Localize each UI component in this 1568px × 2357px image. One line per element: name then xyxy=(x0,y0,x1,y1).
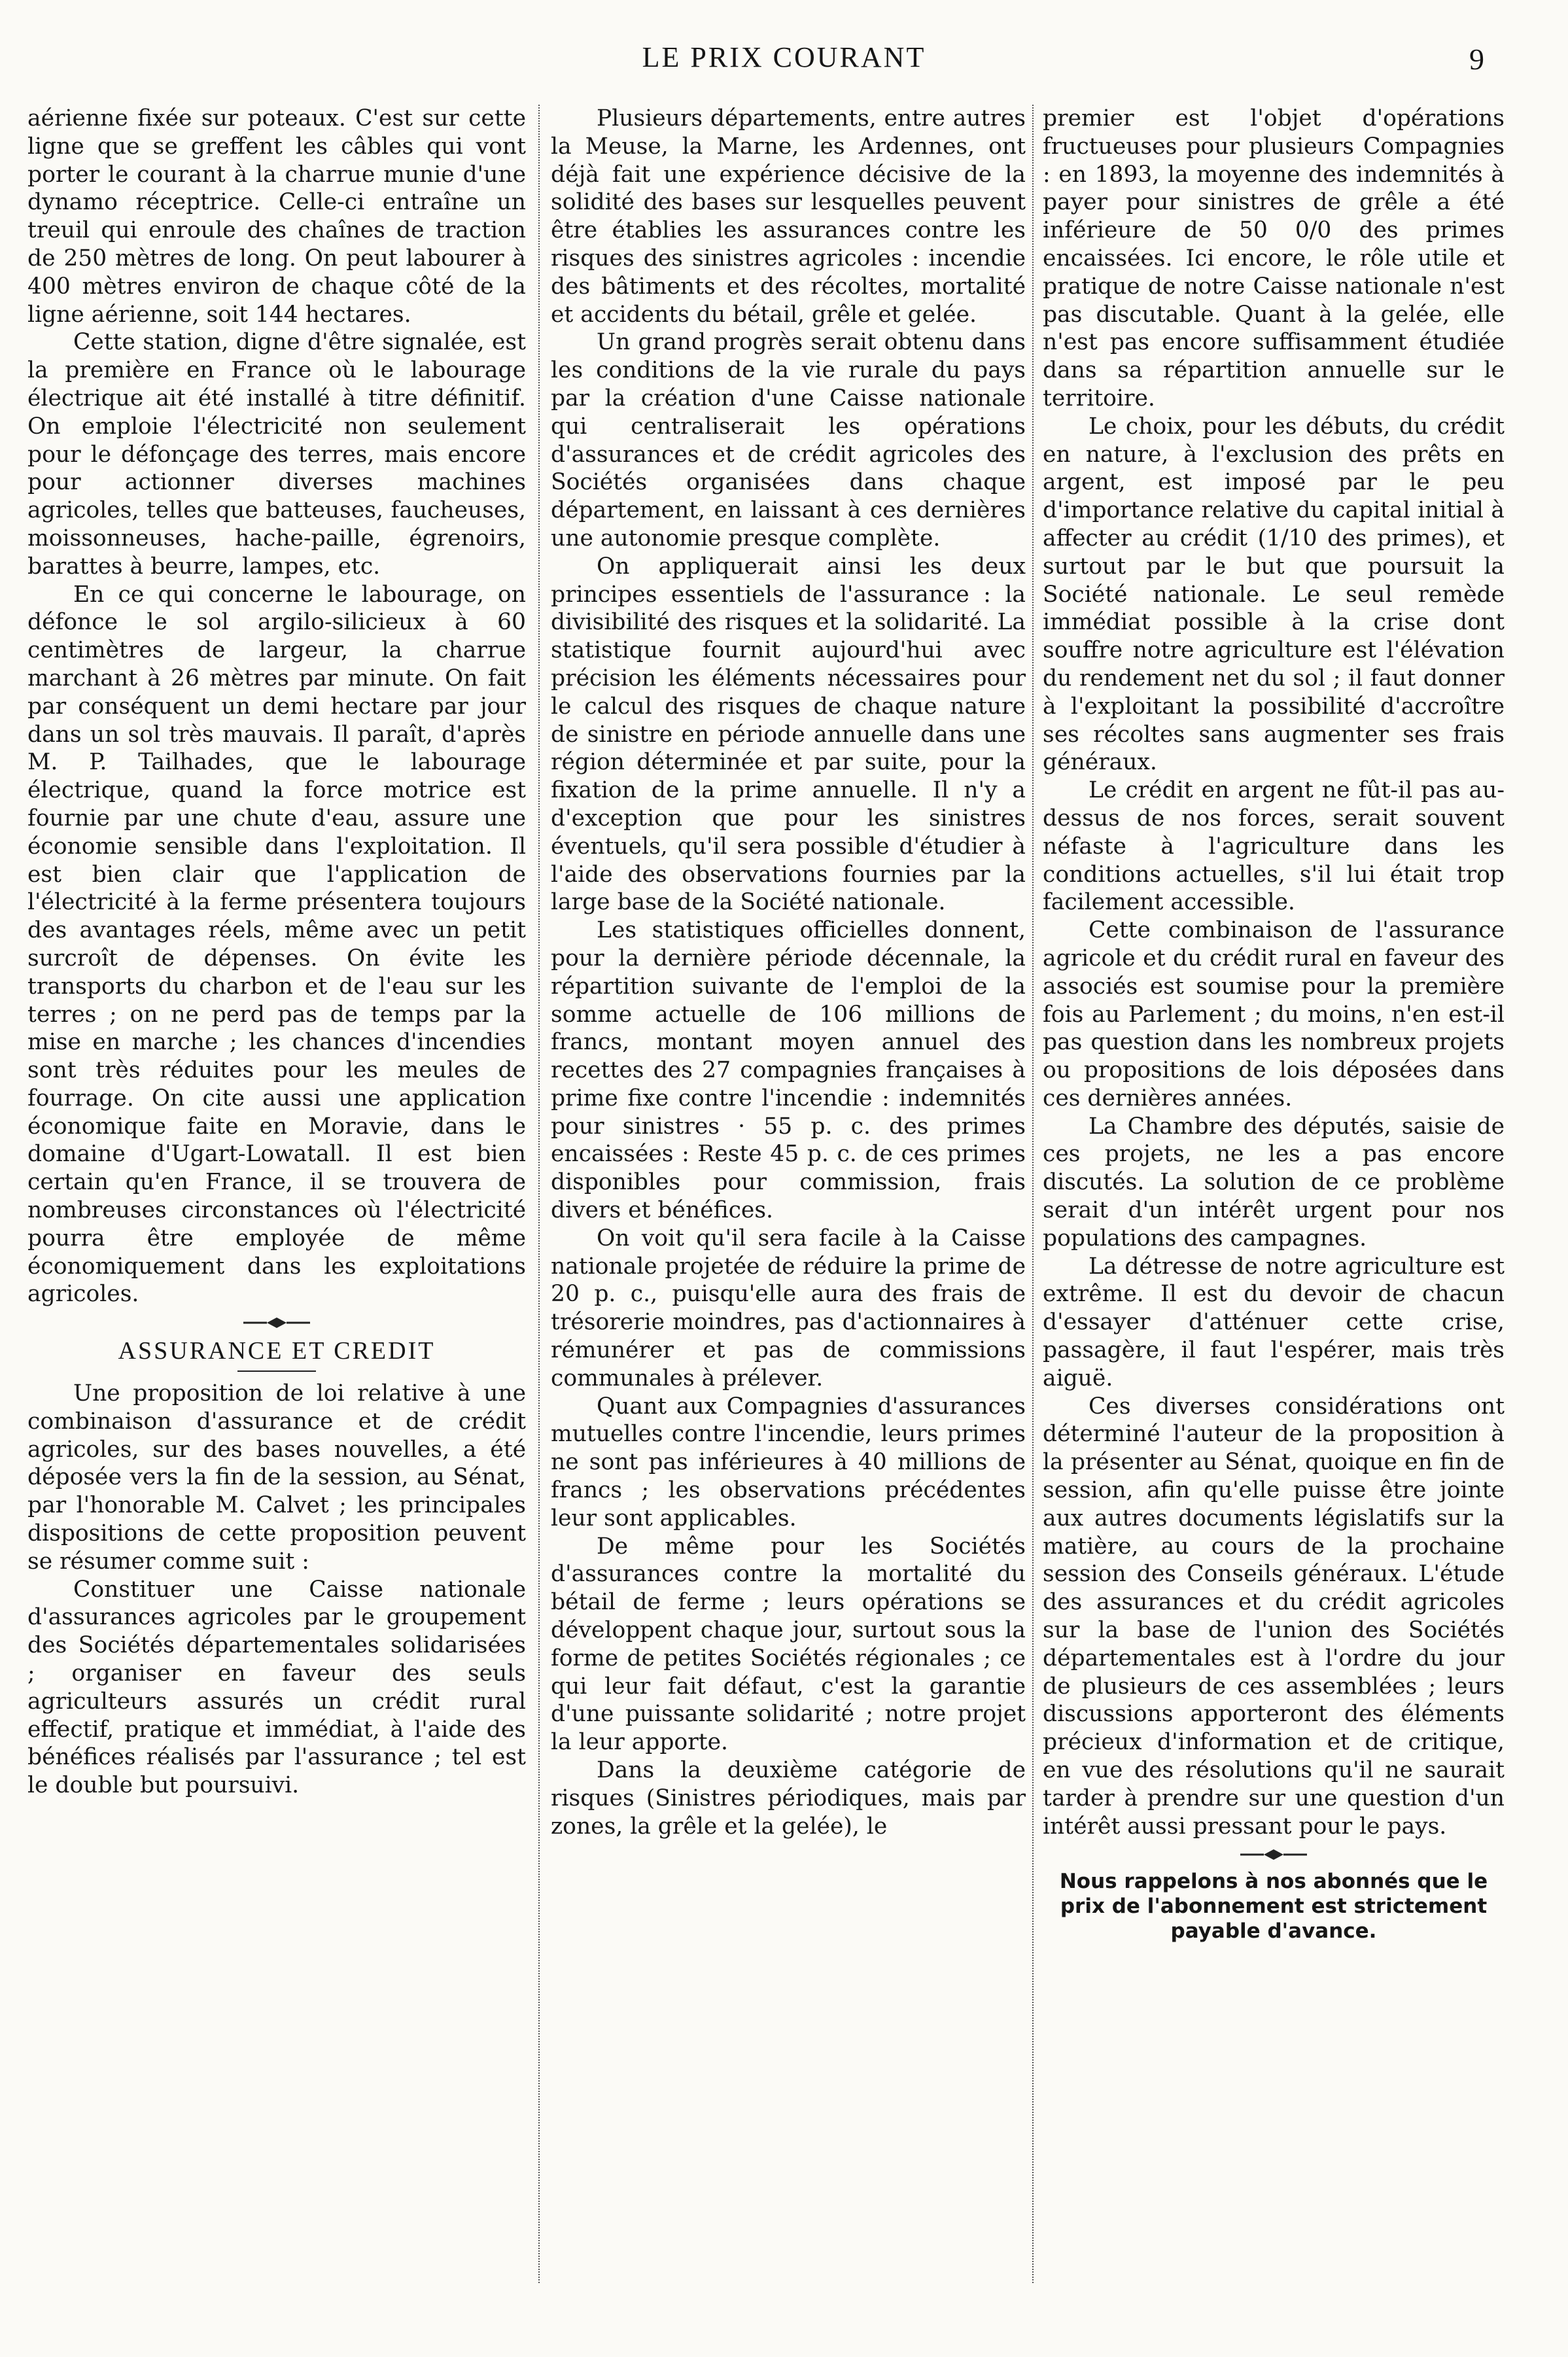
ornament-icon xyxy=(241,1312,313,1333)
paragraph: Dans la deuxième catégorie de risques (Sinistres périodiques, mais par zones, la grêle et la gelée), le xyxy=(551,1757,1026,1840)
paragraph: Cette combinaison de l'assurance agricole et du crédit rural en faveur des associés est soumise pour la première fois au Parlement ; du moins, n'en est-il pas question dans les nombreux projets ou propositions de lois déposées dans ces dernières années. xyxy=(1043,917,1505,1111)
paragraph: Les statistiques officielles donnent, pour la dernière période décennale, la répartition suivante de l'emploi de la somme actuelle de 106 millions de francs, montant moyen annuel des recettes des 27 compagnies françaises à prime fixe contre l'incendie : indemnités pour sinistres · 55 p. c. des primes encaissées : Reste 45 p. c. de ces primes disponibles pour commission, frais divers et bénéfices. xyxy=(551,917,1026,1224)
section-heading: ASSURANCE ET CREDIT xyxy=(118,1337,436,1365)
running-title: LE PRIX COURANT xyxy=(642,41,926,73)
column-3 xyxy=(1043,105,1505,2283)
paragraph: premier est l'objet d'opérations fructueuses pour plusieurs Compagnies : en 1893, la moyenne des indemnités à payer pour sinistres de grêle a été inférieure de 50 0/0 des primes encaissées. Ici encore, le rôle utile et pratique de notre Caisse nationale n'est pas discutable. Quant à la gelée, elle n'est pas encore suffisamment étudiée dans sa répartition annuelle sur le territoire. xyxy=(1043,105,1505,411)
paragraph: On voit qu'il sera facile à la Caisse nationale projetée de réduire la prime de 20 p. c., puisqu'elle aura des frais de trésorerie moindres, pas d'actionnaires à rémunérer et pas de commissions communales à prélever. xyxy=(551,1225,1026,1391)
page-number: 9 xyxy=(1469,43,1484,76)
paragraph: Un grand progrès serait obtenu dans les conditions de la vie rurale du pays par la création d'une Caisse nationale qui centraliserait les opérations d'assurances et de crédit agricoles des Sociétés organisées dans chaque département, en laissant à ces dernières une autonomie presque complète. xyxy=(551,329,1026,551)
paragraph: aérienne fixée sur poteaux. C'est sur cette ligne que se greffent les câbles qui vont porter le courant à la charrue munie d'une dynamo réceptrice. Celle-ci entraîne un treuil qui enroule des chaînes de traction de 250 mètres de long. On peut labourer à 400 mètres environ de chaque côté de la ligne aérienne, soit 144 hectares. xyxy=(27,105,526,328)
paragraph: Quant aux Compagnies d'assurances mutuelles contre l'incendie, leurs primes ne sont pas inférieures à 40 millions de francs ; les observations précédentes leur sont applicables. xyxy=(551,1393,1026,1531)
paragraph: La détresse de notre agriculture est extrême. Il est du devoir de chacun d'essayer d'atténuer cette crise, passagère, il faut l'espérer, mais très aiguë. xyxy=(1043,1253,1505,1391)
paragraph: Le choix, pour les débuts, du crédit en nature, à l'exclusion des prêts en argent, est imposé par le peu d'importance relative du capital initial à affecter au crédit (1/10 des primes), et surtout par le but que poursuit la Société nationale. Le seul remède immédiat possible à la crise dont souffre notre agriculture est l'élévation du rendement net du sol ; il faut donner à l'exploitant la possibilité d'accroître ses récoltes sans augmenter ses frais généraux. xyxy=(1043,413,1505,776)
paragraph: En ce qui concerne le labourage, on défonce le sol argilo-silicieux à 60 centimètres de largeur, la charrue marchant à 26 mètres par minute. On fait par conséquent un demi hectare par jour dans un sol très mauvais. Il paraît, d'après M. P. Tailhades, que le labourage électrique, quand la force motrice est fournie par une chute d'eau, assure une économie sensible dans l'exploitation. Il est bien clair que l'application de l'électricité à la ferme présentera toujours des avantages réels, même avec un petit surcroît de dépenses. On évite les transports du charbon et de l'eau sur les terres ; on ne perd pas de temps par la mise en marche ; les chances d'incendies sont très réduites pour les meules de fourrage. On cite aussi une application économique faite en Moravie, dans le domaine d'Ugart-Lowatall. Il est bien certain qu'en France, il se trouvera de nombreuses circonstances où l'électricité pourra être employée de même économiquement dans les exploitations agricoles. xyxy=(27,581,526,1308)
paragraph: La Chambre des députés, saisie de ces projets, ne les a pas encore discutés. La solution de ce problème serait d'un intérêt urgent pour nos populations des campagnes. xyxy=(1043,1113,1505,1251)
paragraph: Ces diverses considérations ont déterminé l'auteur de la proposition à la présenter au Sénat, quoique en fin de session, afin qu'elle puisse être jointe aux autres documents législatifs sur la matière, au cours de la prochaine session des Conseils généraux. L'étude des assurances et du crédit agricoles sur la base de l'union des Sociétés départementales est à l'ordre du jour de plusieurs de ces assemblées ; leurs discussions apporteront des éléments précieux d'information et de critique, en vue des résolutions qu'il ne saurait tarder à prendre sur une question d'un intérêt aussi pressant pour le pays. xyxy=(1043,1393,1505,1840)
column-2 xyxy=(551,105,1026,2283)
notice-ornament xyxy=(1043,1844,1505,1865)
ornament-icon xyxy=(1238,1844,1310,1865)
paragraph: On appliquerait ainsi les deux principes essentiels de l'assurance : la divisibilité des risques et la solidarité. La statistique fournit aujourd'hui avec précision les éléments nécessaires pour le calcul des risques de chaque nature de sinistre en période annuelle dans une région déterminée et par suite, pour la fixation de la prime annuelle. Il n'y a d'exception que pour les sinistres éventuels, qu'il sera possible d'étudier à l'aide des observations fournies par la large base de la Société nationale. xyxy=(551,553,1026,916)
column-rule-left xyxy=(538,105,540,2283)
column-1 xyxy=(27,105,526,2283)
paragraph: Plusieurs départements, entre autres la Meuse, la Marne, les Ardennes, ont déjà fait une expérience décisive de la solidité des bases sur lesquelles peuvent être établies les assurances contre les risques des sinistres agricoles : incendie des bâtiments et des récoltes, mortalité et accidents du bétail, grêle et gelée. xyxy=(551,105,1026,328)
paragraph: Une proposition de loi relative à une combinaison d'assurance et de crédit agricoles, sur des bases nouvelles, a été déposée vers la fin de la session, au Sénat, par l'honorable M. Calvet ; les principales dispositions de cette proposition peuvent se résumer comme suit : xyxy=(27,1380,526,1575)
paragraph: Le crédit en argent ne fût-il pas au-dessus de nos forces, serait souvent néfaste à l'agriculture dans les conditions actuelles, s'il lui était trop facilement accessible. xyxy=(1043,777,1505,916)
page-header xyxy=(0,41,1568,80)
subscription-notice: Nous rappelons à nos abonnés que le prix de l'abonnement est strictement payable d'avance. xyxy=(1059,1870,1488,1944)
heading-rule xyxy=(237,1371,316,1372)
column-rule-right xyxy=(1032,105,1034,2283)
section-ornament xyxy=(27,1312,526,1333)
paragraph: Cette station, digne d'être signalée, est la première en France où le labourage électrique ait été installé à titre définitif. On emploie l'électricité non seulement pour le défonçage des terres, mais encore pour actionner diverses machines agricoles, telles que batteuses, faucheuses, moissonneuses, hache-paille, égrenoirs, barattes à beurre, lampes, etc. xyxy=(27,329,526,580)
paragraph: De même pour les Sociétés d'assurances contre la mortalité du bétail de ferme ; leurs opérations se développent chaque jour, surtout sous la forme de petites Sociétés régionales ; ce qui leur fait défaut, c'est la garantie d'une puissante solidarité ; notre projet la leur apporte. xyxy=(551,1533,1026,1756)
paragraph: Constituer une Caisse nationale d'assurances agricoles par le groupement des Sociétés départementales solidarisées ; organiser en faveur des seuls agriculteurs assurés un crédit rural effectif, pratique et immédiat, à l'aide des bénéfices réalisés par l'assurance ; tel est le double but poursuivi. xyxy=(27,1576,526,1799)
